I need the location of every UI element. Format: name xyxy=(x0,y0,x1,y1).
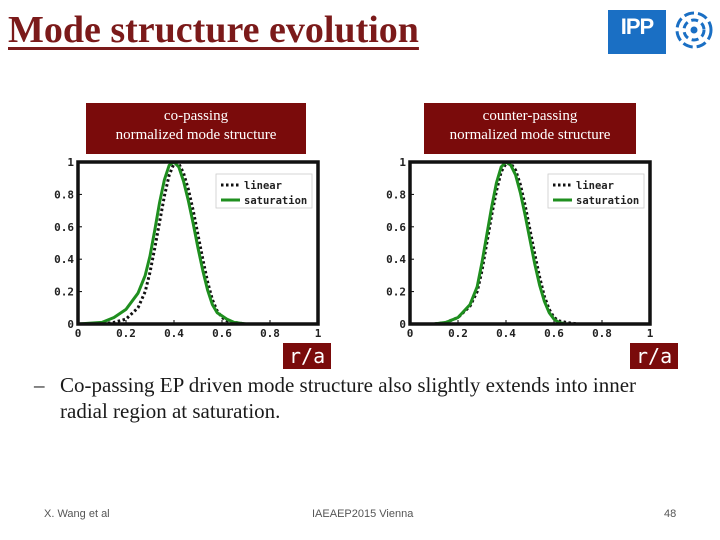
x-tick-label: 0.2 xyxy=(116,327,136,340)
legend-label-saturation: saturation xyxy=(244,195,308,207)
panel-label-line2: normalized mode structure xyxy=(115,127,277,143)
panel-label-counter-passing xyxy=(424,103,636,154)
legend-label-linear: linear xyxy=(244,180,282,192)
institute-emblem-icon xyxy=(674,10,714,50)
footer-page-number: 48 xyxy=(664,508,677,520)
panel-label-co-passing xyxy=(86,103,306,154)
y-tick-label: 0.4 xyxy=(54,253,74,267)
y-tick-label: 0.6 xyxy=(54,220,74,234)
footer-author: X. Wang et al xyxy=(44,508,110,520)
panel-label-line2: normalized mode structure xyxy=(449,127,611,143)
co-passing-mode-chart xyxy=(30,148,330,346)
y-tick-label: 0 xyxy=(67,318,74,331)
slide-title: Mode structure evolution xyxy=(8,9,419,51)
y-tick-label: 0.8 xyxy=(386,188,406,202)
x-tick-label: 0 xyxy=(74,327,82,340)
x-tick-label: 0.2 xyxy=(448,327,468,340)
x-axis-label-counter-passing: r/a xyxy=(630,343,678,369)
ipp-logo xyxy=(608,10,666,54)
y-tick-label: 0.2 xyxy=(54,285,74,299)
footer-event: IAEAEP2015 Vienna xyxy=(312,508,414,520)
x-tick-label: 0.8 xyxy=(260,327,280,340)
bullet-text: Co-passing EP driven mode structure also slightly extends into inner radial region at saturation. xyxy=(60,373,637,423)
x-tick-label: 1 xyxy=(314,327,322,340)
panel-label-line1: co-passing xyxy=(163,108,229,124)
bullet-marker: – xyxy=(34,373,45,397)
y-tick-label: 0.4 xyxy=(386,253,406,267)
legend-label-saturation: saturation xyxy=(576,195,640,207)
logo-text: IPP xyxy=(620,14,654,39)
y-tick-label: 0.8 xyxy=(54,188,74,202)
x-axis-label-co-passing: r/a xyxy=(283,343,331,369)
y-tick-label: 0 xyxy=(399,318,406,331)
x-tick-label: 0.6 xyxy=(212,327,232,340)
x-tick-label: 0 xyxy=(406,327,414,340)
legend-label-linear: linear xyxy=(576,180,614,192)
y-tick-label: 0.2 xyxy=(386,285,406,299)
y-tick-label: 1 xyxy=(67,156,74,169)
x-tick-label: 0.4 xyxy=(496,327,516,340)
x-tick-label: 1 xyxy=(646,327,654,340)
counter-passing-mode-chart xyxy=(362,148,662,346)
x-tick-label: 0.4 xyxy=(164,327,184,340)
y-tick-label: 0.6 xyxy=(386,220,406,234)
x-tick-label: 0.6 xyxy=(544,327,564,340)
y-tick-label: 1 xyxy=(399,156,406,169)
panel-label-line1: counter-passing xyxy=(482,108,578,124)
x-tick-label: 0.8 xyxy=(592,327,612,340)
